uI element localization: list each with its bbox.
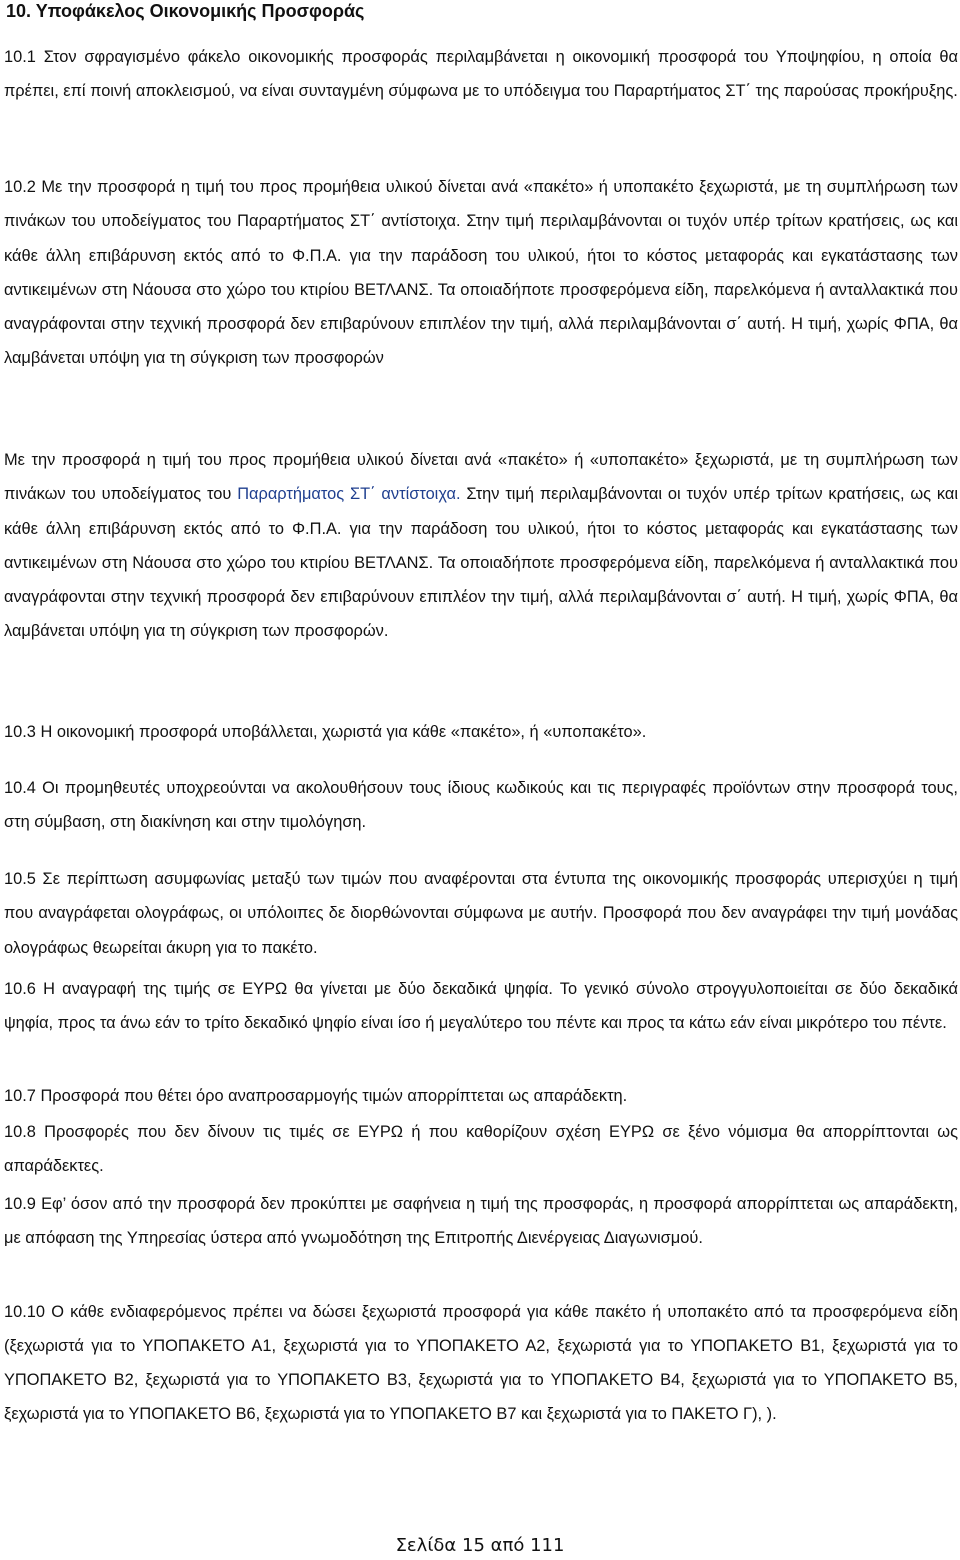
paragraph-10-9: 10.9 Εφ’ όσον από την προσφορά δεν προκύπτει με σαφήνεια η τιμή της προσφοράς, η προσφορά απορρίπτεται ως απαράδεκτη, με απόφαση της Υπηρεσίας ύστερα από γνωμοδότηση της Επιτροπής Διενέργειας Διαγωνισμού.	[4, 1195, 958, 1247]
paragraph-10-4: 10.4 Οι προμηθευτές υποχρεούνται να ακολουθήσουν τους ίδιους κωδικούς και τις περιγραφές προϊόντων στην προσφορά τους, στη σύμβαση, στη διακίνηση και στην τιμολόγηση.	[4, 779, 958, 832]
paragraph-repeat-text-after: Στην τιμή περιλαμβάνονται οι τυχόν υπέρ τρίτων κρατήσεις, ως και κάθε άλλη επιβάρυνση εκτός από το Φ.Π.Α. για την παράδοση του υλικού, ήτοι το κόστος μεταφοράς και εγκατάστασης των αντικειμένων στη Νάουσα στο χώρο του κτιρίου ΒΕΤΛΑΝΣ. Τα οποιαδήποτε προσφερόμενα είδη, παρελκόμενα ή ανταλλακτικά που αναγράφονται στην τεχνική προσφορά δεν επιβαρύνουν επιπλέον την τιμή, αλλά περιλαμβάνονται σ΄ αυτή. Η τιμή, χωρίς ΦΠΑ, θα λαμβάνεται υπόψη για τη σύγκριση των προσφορών.	[4, 485, 959, 641]
paragraph-10-3: 10.3 Η οικονομική προσφορά υποβάλλεται, χωριστά για κάθε «πακέτο», ή «υποπακέτο».	[4, 723, 647, 741]
paragraph-10-5: 10.5 Σε περίπτωση ασυμφωνίας μεταξύ των τιμών που αναφέρονται στα έντυπα της οικονομικής προσφοράς υπερισχύει η τιμή που αναγράφεται ολογράφως, οι υπόλοιπες δε διορθώνονται σύμφωνα με αυτήν. Προσφορά που δεν αναγράφει την τιμή μονάδας ολογράφως θεωρείται άκυρη για το πακέτο.	[4, 870, 958, 957]
paragraph-10-1: 10.1 Στον σφραγισμένο φάκελο οικονομικής προσφοράς περιλαμβάνεται η οικονομική προσφορά του Υποψηφίου, η οποία θα πρέπει, επί ποινή αποκλεισμού, να είναι συνταγμένη σύμφωνα με το υπόδειγμα του Παραρτήματος ΣΤ΄ της παρούσας προκήρυξης.	[4, 48, 958, 101]
page-number-footer: Σελίδα 15 από 111	[395, 1535, 565, 1556]
paragraph-10-7: 10.7 Προσφορά που θέτει όρο αναπροσαρμογής τιμών απορρίπτεται ως απαράδεκτη.	[4, 1087, 628, 1105]
paragraph-10-6: 10.6 Η αναγραφή της τιμής σε ΕΥΡΩ θα γίνεται με δύο δεκαδικά ψηφία. Το γενικό σύνολο στρογγυλοποιείται σε δύο δεκαδικά ψηφία, προς τα άνω εάν το τρίτο δεκαδικό ψηφίο είναι ίσο ή μεγαλύτερο του πέντε και προς τα κάτω εάν είναι μικρότερο του πέντε.	[4, 980, 958, 1032]
section-title: 10. Υποφάκελος Οικονομικής Προσφοράς	[6, 1, 365, 21]
paragraph-repeat	[4, 443, 958, 649]
paragraph-10-10: 10.10 Ο κάθε ενδιαφερόμενος πρέπει να δώσει ξεχωριστά προσφορά για κάθε πακέτο ή υποπακέτο από τα προσφερόμενα είδη (ξεχωριστά για το ΥΠΟΠΑΚΕΤΟ Α1, ξεχωριστά για το ΥΠΟΠΑΚΕΤΟ Α2, ξεχωριστά για το ΥΠΟΠΑΚΕΤΟ Β1, ξεχωριστά για το ΥΠΟΠΑΚΕΤΟ Β2, ξεχωριστά για το ΥΠΟΠΑΚΕΤΟ Β3, ξεχωριστά για το ΥΠΟΠΑΚΕΤΟ Β4, ξεχωριστά για το ΥΠΟΠΑΚΕΤΟ Β5, ξεχωριστά για το ΥΠΟΠΑΚΕΤΟ Β6, ξεχωριστά για το ΥΠΟΠΑΚΕΤΟ Β7 και ξεχωριστά για το ΠΑΚΕΤΟ Γ), ).	[4, 1303, 958, 1423]
paragraph-repeat-text-before: Με την προσφορά η τιμή του προς προμήθεια υλικού δίνεται ανά «πακέτο» ή «υποπακέτο» ξεχωριστά, με τη συμπλήρωση των πινάκων του υποδείγματος του	[4, 451, 958, 504]
appendix-reference-link[interactable]: Παραρτήματος ΣΤ΄ αντίστοιχα.	[237, 485, 461, 504]
paragraph-10-8: 10.8 Προσφορές που δεν δίνουν τις τιμές σε ΕΥΡΩ ή που καθορίζουν σχέση ΕΥΡΩ σε ξένο νόμισμα θα απορρίπτονται ως απαράδεκτες.	[4, 1123, 958, 1175]
paragraph-10-2: 10.2 Με την προσφορά η τιμή του προς προμήθεια υλικού δίνεται ανά «πακέτο» ή υποπακέτο ξεχωριστά, με τη συμπλήρωση των πινάκων του υποδείγματος του Παραρτήματος ΣΤ΄ αντίστοιχα. Στην τιμή περιλαμβάνονται οι τυχόν υπέρ τρίτων κρατήσεις, ως και κάθε άλλη επιβάρυνση εκτός από το Φ.Π.Α. για την παράδοση του υλικού, ήτοι το κόστος μεταφοράς και εγκατάστασης των αντικειμένων στη Νάουσα στο χώρο του κτιρίου ΒΕΤΛΑΝΣ. Τα οποιαδήποτε προσφερόμενα είδη, παρελκόμενα ή ανταλλακτικά που αναγράφονται στην τεχνική προσφορά δεν επιβαρύνουν επιπλέον την τιμή, αλλά περιλαμβάνονται σ΄ αυτή. Η τιμή, χωρίς ΦΠΑ, θα λαμβάνεται υπόψη για τη σύγκριση των προσφορών	[4, 178, 958, 368]
